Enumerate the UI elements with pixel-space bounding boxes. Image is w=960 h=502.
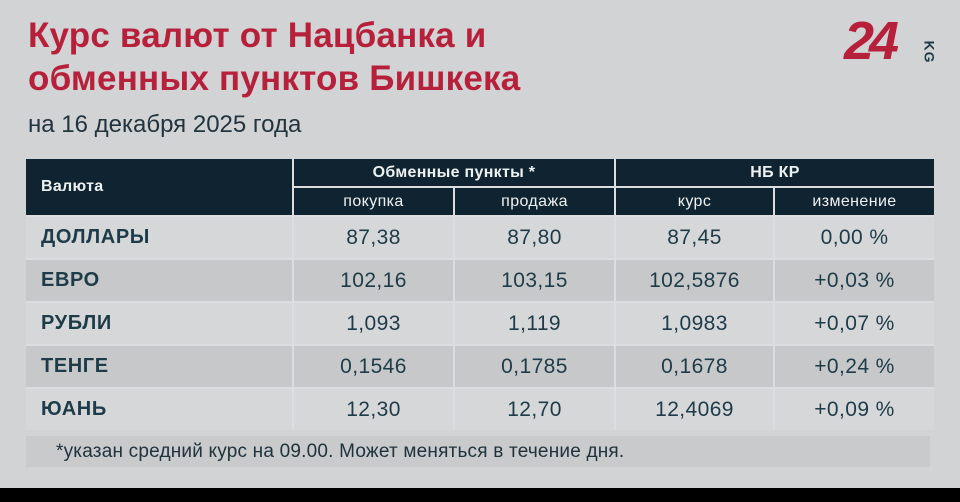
sell-value: 103,15 xyxy=(455,260,614,301)
bottom-bar xyxy=(0,488,960,502)
buy-value: 1,093 xyxy=(294,303,453,344)
rate-value: 87,45 xyxy=(616,217,773,258)
buy-value: 12,30 xyxy=(294,389,453,430)
sell-value: 1,119 xyxy=(455,303,614,344)
logo-kg-label: KG xyxy=(921,40,938,64)
currency-name: ДОЛЛАРЫ xyxy=(26,217,292,258)
sell-value: 0,1785 xyxy=(455,346,614,387)
change-value: +0,03 % xyxy=(775,260,934,301)
column-header-change: изменение xyxy=(775,188,934,215)
logo-24kg xyxy=(844,11,938,71)
column-group-exchange-offices: Обменные пункты * xyxy=(294,159,614,186)
currency-name: ЮАНЬ xyxy=(26,389,292,430)
sell-value: 87,80 xyxy=(455,217,614,258)
currency-name: РУБЛИ xyxy=(26,303,292,344)
currency-name: ТЕНГЕ xyxy=(26,346,292,387)
rates-table xyxy=(26,159,934,430)
footnote: *указан средний курс на 09.00. Может меняться в течение дня. xyxy=(26,436,930,467)
currency-name: ЕВРО xyxy=(26,260,292,301)
column-header-sell: продажа xyxy=(455,188,614,215)
sell-value: 12,70 xyxy=(455,389,614,430)
change-value: +0,07 % xyxy=(775,303,934,344)
change-value: +0,24 % xyxy=(775,346,934,387)
rate-value: 102,5876 xyxy=(616,260,773,301)
column-header-currency: Валюта xyxy=(26,159,292,215)
page-subtitle: на 16 декабря 2025 года xyxy=(28,111,302,138)
buy-value: 0,1546 xyxy=(294,346,453,387)
page-title xyxy=(28,14,520,100)
column-header-buy: покупка xyxy=(294,188,453,215)
rate-value: 1,0983 xyxy=(616,303,773,344)
page-title-line2: обменных пунктов Бишкека xyxy=(28,59,521,98)
page-title-line1: Курс валют от Нацбанка и xyxy=(28,16,487,55)
rate-value: 0,1678 xyxy=(616,346,773,387)
column-header-rate: курс xyxy=(616,188,773,215)
logo-24-icon: 24 xyxy=(844,11,895,71)
change-value: 0,00 % xyxy=(775,217,934,258)
column-group-national-bank: НБ КР xyxy=(616,159,934,186)
rate-value: 12,4069 xyxy=(616,389,773,430)
title-block xyxy=(28,14,520,139)
buy-value: 102,16 xyxy=(294,260,453,301)
change-value: +0,09 % xyxy=(775,389,934,430)
buy-value: 87,38 xyxy=(294,217,453,258)
